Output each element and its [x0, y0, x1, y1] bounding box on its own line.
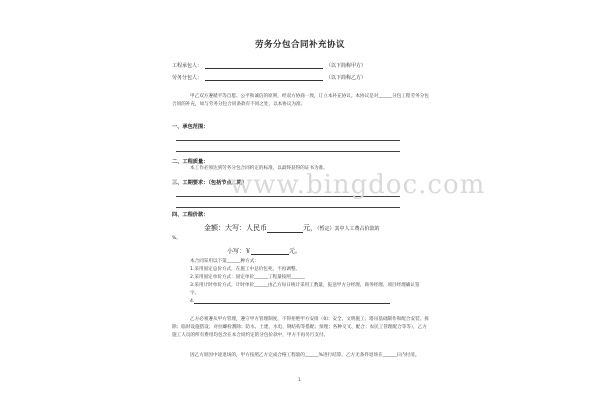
method-4-blank [194, 298, 390, 304]
section-1-heading: 一、承包范围： [172, 124, 209, 130]
amount-blank [267, 225, 303, 233]
method-4-line [190, 298, 390, 304]
percent-mark: %。 [172, 236, 181, 241]
small-amount-label: 小写：￥ [227, 248, 252, 255]
party-a-blank [205, 62, 323, 69]
quality-text: 本工作必须达到劳务分包合同约定的标准，以最终获得的证书为准。 [190, 166, 328, 171]
party-b-suffix: （以下简称乙方） [326, 75, 367, 81]
party-b-label: 劳务分包人： [172, 75, 203, 81]
amount-line [204, 223, 380, 233]
document-page [160, 0, 440, 400]
section-4-heading: 四、工程价款： [172, 212, 209, 218]
section-2-heading: 二、工程质量： [172, 159, 209, 165]
method-1: 1.采用固定总价方式，在施工中总价包死，不再调整。 [190, 267, 301, 272]
small-amount-blank [251, 247, 289, 255]
method-2: 2.采用固定单价方式：固定单价______工程量按照______ [190, 275, 305, 280]
other-terms-paragraph: 乙方必须遵从甲方管理，遵守甲方管理制度，不得拒绝甲方安排（如：安全、文明施工；塔吊基础制作和配合安装、拆除；临时设施搭设；对拉螺栓割除；防水、土建、水电、钢结构等搭配；预埋；各种交叉、配合；农民工管理配合等等），乙方施工人员的所有费用均包含在本合同约定的分包价款中，甲方不再另行支付。 [172, 317, 429, 338]
period-line-2 [176, 207, 400, 208]
amount-unit: 元， [303, 224, 317, 232]
party-a-line [172, 62, 366, 69]
settlement-paragraph: 因乙方原因中途退场的，甲方按照乙方完成合格工程量的______%进行结算，乙方无条件退场在______日内付清。 [190, 353, 420, 358]
party-b-blank [205, 74, 323, 81]
watermark: www.bingdoc.com [230, 170, 486, 200]
page-number: 1 [298, 377, 301, 382]
document-title: 劳务分包合同补充协议 [254, 40, 345, 50]
small-amount-line [227, 246, 301, 255]
small-amount-unit: 元。 [289, 248, 302, 255]
party-a-label: 工程承包人： [172, 63, 203, 69]
amount-label: 金额：大写：人民币 [204, 224, 267, 232]
method-4: 4. [190, 299, 195, 304]
method-3: 3.采用计时单价方式，计时单价______由乙方每日统计采用工数量，报送甲方分经理、商务经理、项目经理确认签字。 [190, 283, 420, 296]
amount-note: （暂定）其中人工费占价款的 [317, 226, 380, 232]
scope-line-2 [176, 151, 400, 152]
method-intro: 本合同采用以下第______种方式： [190, 259, 259, 264]
party-b-line [172, 74, 366, 81]
section-3-heading: 三、工期要求：（包括节点工期） [172, 180, 248, 186]
scope-line-1 [176, 140, 400, 141]
party-a-suffix: （以下简称甲方） [326, 63, 367, 69]
intro-paragraph: 甲乙双方遵循平等自愿、公平和诚信的原则，经双方协商一致，订立本补充协议。本协议是对______分包工程劳务分包合同的补充，如与劳务分包合同条款有不同之处，以本协议为准。 [172, 94, 429, 107]
